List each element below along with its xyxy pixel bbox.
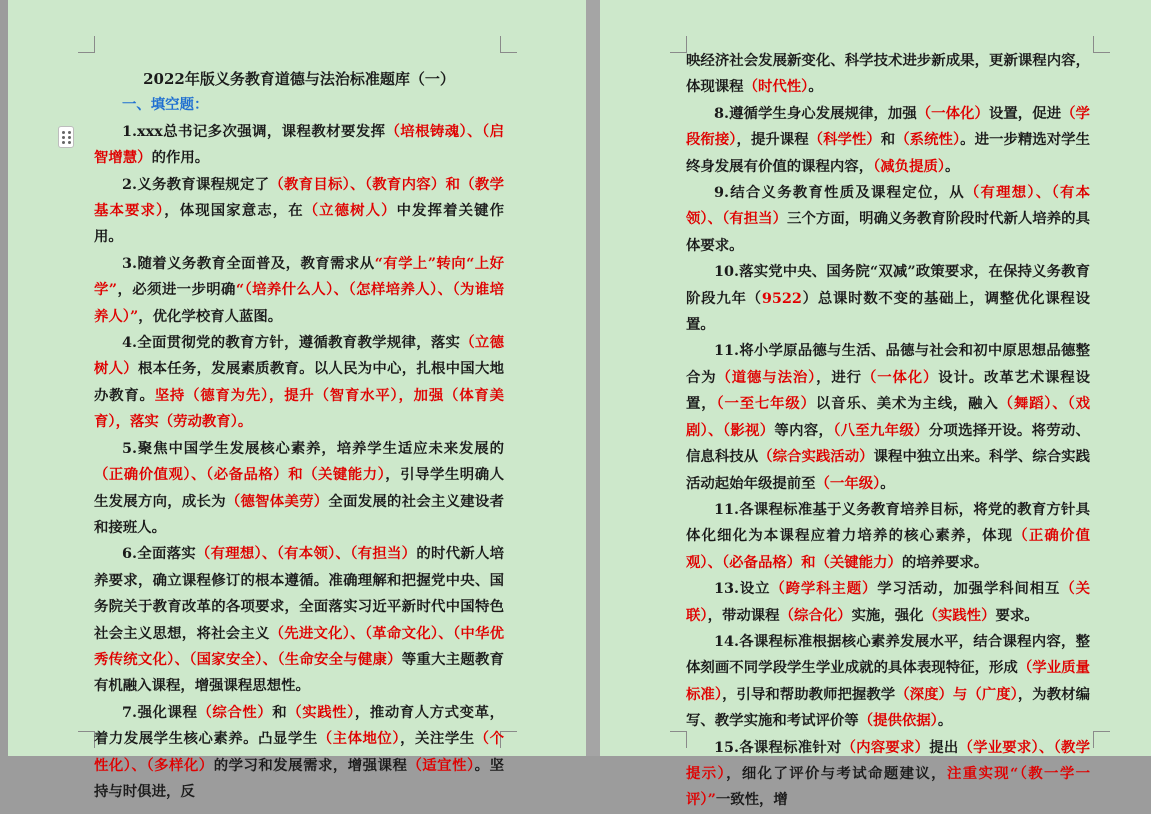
paragraph	[686, 259, 1090, 338]
answer-text: （正确价值观）、（必备品格）和（关键能力）	[686, 527, 1090, 571]
paragraph	[686, 735, 1090, 814]
answer-text: （综合实践活动）	[758, 448, 874, 466]
answer-text: （一年级）	[815, 474, 881, 492]
paragraph-text: 5.聚焦中国学生发展核心素养，培养学生适应未来发展的	[122, 439, 504, 457]
paragraph-text: 6.全面落实	[122, 545, 196, 563]
paragraph	[686, 180, 1090, 259]
page-gap	[586, 0, 600, 756]
answer-text: （立德树人）	[94, 334, 504, 378]
right-page-text[interactable]	[686, 48, 1090, 814]
paragraph-text: 1.xxx总书记多次强调，课程教材要发挥	[122, 122, 386, 140]
paragraph	[686, 48, 1090, 101]
answer-text: （减负提质）	[873, 157, 946, 175]
answer-text: （科学性）	[808, 131, 881, 149]
paragraph-text: 的培养要求。	[901, 553, 989, 571]
answer-text: （实践性）	[923, 606, 996, 624]
paragraph-text: 实施，强化	[851, 606, 924, 624]
paragraph-text: 8.遵循学生身心发展规律，加强	[714, 104, 917, 122]
paragraph-text: 设计。改革艺术课程设置，	[686, 368, 1090, 413]
paragraph-text: 15.各课程标准针对	[714, 738, 842, 756]
paragraph-text: 根本任务，发展素质教育。以人民为中心，扎根中国大地办教育。	[94, 360, 504, 404]
answer-text: （综合性）	[197, 703, 273, 721]
answer-text: （学段衔接）	[686, 104, 1090, 149]
margin-mark-top-right	[1093, 36, 1110, 53]
answer-text: （一体化）	[916, 104, 989, 122]
margin-mark-bottom-right	[1093, 731, 1110, 748]
paragraph-text: ，引导学生明确人生发展方向，成长为	[94, 466, 504, 510]
paragraph	[686, 576, 1090, 629]
paragraph-text: 课程中独立出来。科学、综合实践活动起始年级提前至	[686, 448, 1090, 492]
answer-text: （跨学科主题）	[770, 580, 878, 598]
paragraph-text: 和	[272, 703, 288, 721]
answer-text: （提供依据）	[858, 712, 938, 730]
answer-text: （时代性）	[743, 78, 809, 96]
paragraph-text: 。	[937, 712, 953, 730]
paragraph-text: 10.落实党中央、国务院“双减”政策要求，在保持义务教育阶段九年（	[686, 263, 1090, 307]
paragraph-text: ，带动课程	[707, 606, 780, 624]
paragraph-text: 4.全面贯彻党的教育方针，遵循教育教学规律，落实	[122, 334, 461, 352]
paragraph-text: ，关注学生	[400, 730, 475, 748]
answer-text: 9522	[761, 289, 802, 307]
paragraph	[94, 251, 504, 330]
paragraph-text: 3.随着义务教育全面普及，教育需求从	[122, 254, 375, 272]
paragraph	[686, 338, 1090, 496]
paragraph-text: 11.各课程标准基于义务教育培养目标，将党的教育方针具体化细化为本课程应着力培养的核心素养，体现	[686, 500, 1090, 545]
answer-text: （学业要求）、（教学提示）	[686, 738, 1090, 782]
paragraph-text: 分项选择开设。将劳动、信息科技从	[686, 421, 1090, 466]
paragraph-text: 。	[880, 474, 895, 492]
paragraph-text: 中发挥着关键作用。	[94, 202, 504, 246]
answer-text: （深度）与（广度）	[895, 685, 1018, 703]
paragraph-text: 13.设立	[714, 580, 771, 598]
answer-text: （适宜性）	[407, 756, 475, 774]
answer-text: （道德与法治）	[716, 368, 817, 386]
answer-text: （综合化）	[779, 606, 852, 624]
paragraph	[686, 101, 1090, 180]
paragraph-text: ，必须进一步明确	[117, 281, 236, 299]
answer-text: （先进文化）、（革命文化）、（中华优秀传统文化）、（国家安全）、（生命安全与健康）	[94, 624, 504, 668]
paragraph-text: ，为教材编写、教学实施和考试评价等	[686, 685, 1090, 730]
paragraph-text: 等重大主题教育有机融入课程，增强课程思想性。	[94, 650, 504, 695]
answer-text: （关联）	[686, 580, 1090, 624]
answer-text: （教育目标）、（教育内容）和（教学基本要求）	[94, 175, 504, 220]
paragraph	[94, 119, 504, 172]
paragraph-text: 以音乐、美术为主线，融入	[815, 395, 999, 413]
answer-text: （有理想）、（有本领）、（有担当）	[686, 184, 1090, 228]
margin-mark-top-left	[78, 36, 95, 53]
answer-text: 坚持（德育为先），提升（智育水平），加强（体育美育），落实（劳动教育）。	[94, 386, 504, 431]
drag-handle-icon[interactable]	[58, 126, 74, 148]
answer-text: （培根铸魂）、（启智增慧）	[94, 122, 505, 167]
answer-text: “有学上”转向“上好学”	[94, 254, 504, 299]
paragraph	[94, 330, 504, 436]
margin-mark-bottom-left	[670, 731, 687, 748]
paragraph-text: 的学习和发展需求，增强课程	[213, 756, 408, 774]
paragraph-text: 映经济社会发展新变化、科学技术进步新成果，更新课程内容，体现课程	[686, 52, 1090, 96]
paragraph-text: 。	[945, 157, 960, 175]
answer-text: （正确价值观）、（必备品格）和（关键能力）	[94, 466, 386, 484]
paragraph-text: ，提升课程	[736, 131, 809, 149]
paragraph-text: 提出	[929, 738, 959, 756]
paragraph-text: 等内容，	[774, 421, 834, 439]
answer-text: 注重实现“（教一学一评）”	[686, 764, 1090, 809]
paragraph	[94, 436, 504, 542]
margin-mark-top-right	[500, 36, 517, 53]
document-title: 2022年版义务教育道德与法治标准题库（一）	[143, 70, 455, 88]
paragraph-text: 11.将小学原品德与生活、品德与社会和初中原思想品德整合为	[686, 342, 1090, 386]
paragraph	[94, 172, 504, 251]
paragraph-text: ，体现国家意志，在	[164, 202, 304, 220]
paragraph-text: ，细化了评价与考试命题建议，	[726, 764, 947, 782]
right-paragraphs	[686, 48, 1090, 814]
paragraph-text: ，引导和帮助教师把握教学	[722, 685, 896, 703]
paragraph-text: 设置，促进	[988, 104, 1062, 122]
answer-text: （实践性）	[287, 703, 355, 721]
paragraph	[686, 497, 1090, 576]
section-heading: 一、填空题：	[122, 96, 209, 114]
left-paragraphs	[94, 119, 504, 806]
paragraph-text: 和	[880, 131, 896, 149]
paragraph-text: 2.义务教育课程规定了	[122, 175, 270, 193]
answer-text: （学业质量标准）	[686, 659, 1090, 703]
paragraph-text: 。进一步精选对学生终身发展有价值的课程内容，	[686, 131, 1090, 175]
paragraph-text: 全面发展的社会主义建设者和接班人。	[94, 492, 504, 536]
paragraph-text: 。坚持与时俱进，反	[94, 756, 504, 800]
paragraph-text: ）总课时数不变的基础上，调整优化课程设置。	[686, 289, 1090, 334]
answer-text: （系统性）	[895, 131, 961, 149]
answer-text: （内容要求）	[841, 738, 930, 756]
margin-mark-bottom-left	[78, 731, 95, 748]
paragraph-text: 三个方面，明确义务教育阶段时代新人培养的具体要求。	[686, 210, 1090, 254]
paragraph-text: ，推动育人方式变革，着力发展学生核心素养。凸显学生	[94, 703, 504, 748]
paragraph-text: 14.各课程标准根据核心素养发展水平，结合课程内容，整体刻画不同学段学生学业成就的具体表现特征，形成	[686, 632, 1090, 677]
document-page-right	[600, 0, 1151, 809]
paragraph-text: 的时代新人培养要求，确立课程修订的根本遵循。准确理解和把握党中央、国务院关于教育改革的各项要求，全面落实习近平新时代中国特色社会主义思想，将社会主义	[94, 545, 504, 642]
left-page-text[interactable]	[94, 66, 504, 805]
paragraph-text: 。	[808, 78, 823, 96]
answer-text: （个性化）、（多样化）	[94, 730, 504, 774]
answer-text: （立德树人）	[303, 202, 397, 220]
paragraph-text: 一致性，增	[715, 791, 788, 809]
answer-text: （主体地位）	[317, 730, 401, 748]
answer-text: （有理想）、（有本领）、（有担当）	[195, 545, 417, 563]
paragraph-text: 的作用。	[151, 149, 210, 167]
paragraph	[686, 629, 1090, 735]
paragraph-text: 要求。	[995, 606, 1039, 624]
paragraph-text: ，进行	[816, 368, 862, 386]
paragraph	[94, 700, 504, 806]
paragraph	[94, 541, 504, 699]
answer-text: （八至九年级）	[833, 421, 929, 439]
answer-text: （德智体美劳）	[225, 492, 329, 510]
answer-text: （一至七年级）	[716, 395, 816, 413]
document-page-left	[8, 0, 586, 800]
margin-mark-top-left	[670, 36, 687, 53]
answer-text: “（培养什么人）、（怎样培养人）、（为谁培养人）”	[94, 281, 504, 325]
answer-text: （舞蹈）、（戏剧）、（影视）	[686, 395, 1090, 439]
paragraph-text: 9.结合义务教育性质及课程定位，从	[714, 184, 965, 202]
paragraph-text: 学习活动，加强学科间相互	[877, 580, 1061, 598]
paragraph-text: 7.强化课程	[122, 703, 198, 721]
answer-text: （一体化）	[861, 368, 939, 386]
paragraph-text: ，优化学校育人蓝图。	[138, 307, 283, 325]
